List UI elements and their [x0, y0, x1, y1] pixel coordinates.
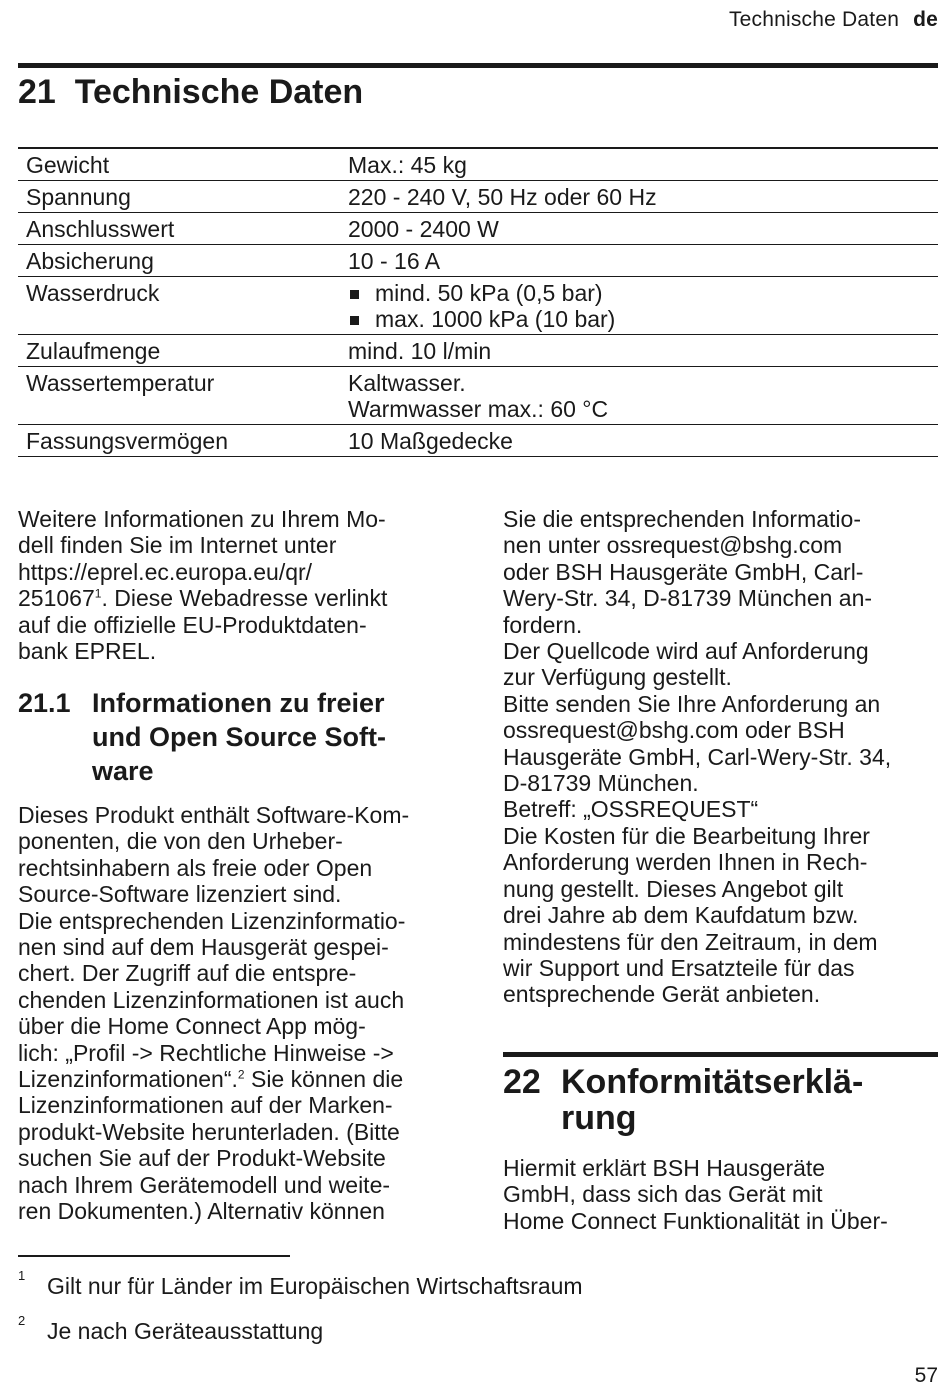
text-line: nen unter ossrequest@bshg.com	[503, 532, 843, 559]
chapter-22-heading	[503, 1064, 939, 1136]
text-line: wir Support und Ersatzteile für das	[503, 954, 855, 981]
text-line: produkt-Website herunterladen. (Bitte	[18, 1118, 400, 1145]
technical-data-table	[18, 147, 938, 457]
table-row	[18, 148, 938, 181]
footnote-rule	[18, 1255, 290, 1257]
spec-key: Wassertemperatur	[26, 370, 215, 396]
table-row	[18, 245, 938, 277]
text-line: D-81739 München.	[503, 770, 699, 797]
chapter-22-rule	[503, 1052, 938, 1057]
eprel-url: https://eprel.ec.europa.eu/qr/	[18, 558, 313, 585]
chapter-21-title: Technische Daten	[74, 73, 364, 111]
language-code: de	[913, 8, 938, 31]
text-line: über die Home Connect App mög-	[18, 1013, 366, 1040]
chapter-22-number: 22	[503, 1063, 541, 1101]
chapter-21-number: 21	[18, 73, 56, 111]
table-row	[18, 335, 938, 367]
spec-value-line: Kaltwasser.	[348, 370, 466, 396]
text-line: oder BSH Hausgeräte GmbH, Carl-	[503, 558, 864, 585]
list-item: max. 1000 kPa (10 bar)	[348, 306, 938, 332]
text-line: zur Verfügung gestellt.	[503, 664, 732, 691]
text-line	[18, 1066, 463, 1092]
text-line: ponenten, die von den Urheber-	[18, 828, 343, 855]
chapter-22-title-line: rung	[561, 1099, 637, 1137]
table-row	[18, 213, 938, 245]
spec-key: Zulaufmenge	[26, 338, 161, 364]
spec-key: Anschlusswert	[26, 216, 175, 242]
spec-key: Fassungsvermögen	[26, 428, 228, 454]
text-line: Betreff: „OSSREQUEST“	[503, 796, 759, 823]
text-line: Der Quellcode wird auf Anforderung	[503, 638, 869, 665]
text-line: ren Dokumenten.) Alternativ können	[18, 1198, 385, 1225]
spec-key: Spannung	[26, 184, 131, 210]
spec-value-line: Warmwasser max.: 60 °C	[348, 396, 609, 422]
text-fragment: Sie können die	[244, 1066, 404, 1093]
table-row	[18, 425, 938, 457]
running-head-title: Technische Daten	[728, 8, 900, 31]
water-pressure-list	[348, 280, 938, 332]
text-line: drei Jahre ab dem Kaufdatum bzw.	[503, 902, 859, 929]
spec-value: 2000 - 2400 W	[348, 216, 499, 242]
eprel-id: 251067	[18, 585, 95, 612]
text-line: auf die offizielle EU-Produktdaten-	[18, 611, 367, 638]
footnote-ref-2: 2	[237, 1067, 245, 1082]
footnote-ref-1: 1	[94, 586, 102, 601]
text-line: suchen Sie auf der Produkt-Website	[18, 1145, 386, 1172]
text-line: Die entsprechenden Lizenzinformatio-	[18, 907, 406, 934]
section-21-1-title-line: und Open Source Soft-	[92, 722, 386, 752]
spec-value: Max.: 45 kg	[348, 152, 467, 178]
section-21-1-title-line: Informationen zu freier	[92, 688, 385, 718]
spec-value	[340, 367, 938, 425]
text-line: Hausgeräte GmbH, Carl-Wery-Str. 34,	[503, 743, 892, 770]
text-line: entsprechende Gerät anbieten.	[503, 981, 821, 1008]
section-21-1-number: 21.1	[18, 688, 71, 718]
spec-value: 220 - 240 V, 50 Hz oder 60 Hz	[348, 184, 657, 210]
list-item: mind. 50 kPa (0,5 bar)	[348, 280, 938, 306]
spec-value	[340, 277, 938, 335]
footnote-text: Gilt nur für Länder im Europäischen Wirtschaftsraum	[47, 1273, 583, 1299]
section-21-1-heading	[18, 686, 463, 788]
text-fragment: Lizenzinformationen“.	[18, 1066, 238, 1093]
table-row	[18, 181, 938, 213]
text-line: mindestens für den Zeitraum, in dem	[503, 928, 878, 955]
text-line: ossrequest@bshg.com oder BSH	[503, 717, 845, 744]
chapter-22-title-line: Konformitätserklä-	[561, 1063, 864, 1101]
footnote-mark: 1	[18, 1268, 26, 1283]
text-line: Anforderung werden Ihnen in Rech-	[503, 849, 868, 876]
text-line: rechtsinhabern als freie oder Open	[18, 854, 373, 881]
spec-key: Absicherung	[26, 248, 154, 274]
footnote-text: Je nach Geräteausstattung	[47, 1318, 324, 1344]
text-line: GmbH, dass sich das Gerät mit	[503, 1181, 823, 1208]
text-line: Wery-Str. 34, D-81739 München an-	[503, 585, 873, 612]
text-line: nen sind auf dem Hausgerät gespei-	[18, 934, 389, 961]
footnote-1	[18, 1268, 583, 1300]
chapter-21-rule	[18, 63, 938, 68]
spec-value: 10 - 16 A	[348, 248, 441, 274]
text-line: Bitte senden Sie Ihre Anforderung an	[503, 690, 881, 717]
text-line: nung gestellt. Dieses Angebot gilt	[503, 875, 844, 902]
text-line: fordern.	[503, 611, 583, 638]
footnote-2	[18, 1313, 324, 1345]
section-21-1-body-left	[18, 802, 463, 1225]
text-line: lich: „Profil -> Rechtliche Hinweise ->	[18, 1039, 394, 1066]
text-line: Die Kosten für die Bearbeitung Ihrer	[503, 822, 870, 849]
page-number: 57	[914, 1364, 938, 1387]
text-line	[18, 585, 463, 611]
chapter-22-body	[503, 1155, 943, 1234]
text-line: Hiermit erklärt BSH Hausgeräte	[503, 1155, 826, 1181]
text-line: chenden Lizenzinformationen ist auch	[18, 986, 405, 1013]
text-line: Dieses Produkt enthält Software-Kom-	[18, 802, 410, 828]
footnote-mark: 2	[18, 1313, 26, 1328]
text-line: dell finden Sie im Internet unter	[18, 532, 337, 559]
spec-key: Gewicht	[26, 152, 110, 178]
eprel-info-paragraph	[18, 506, 463, 664]
spec-value: mind. 10 l/min	[348, 338, 492, 364]
table-row	[18, 277, 938, 335]
text-line: Source-Software lizenziert sind.	[18, 881, 342, 908]
text-line: Weitere Informationen zu Ihrem Mo-	[18, 506, 386, 532]
running-head	[729, 8, 938, 32]
table-row	[18, 367, 938, 425]
section-21-1-body-right	[503, 506, 943, 1008]
chapter-21-heading	[18, 74, 363, 110]
text-line: chert. Der Zugriff auf die entspre-	[18, 960, 357, 987]
text-line: bank EPREL.	[18, 638, 157, 665]
text-line: nach Ihrem Gerätemodell und weite-	[18, 1171, 391, 1198]
text-line: Sie die entsprechenden Informatio-	[503, 506, 861, 532]
text-line: Home Connect Funktionalität in Über-	[503, 1207, 888, 1234]
spec-value: 10 Maßgedecke	[348, 428, 513, 454]
spec-key: Wasserdruck	[26, 280, 160, 306]
section-21-1-title-line: ware	[92, 756, 154, 786]
text-line: Lizenzinformationen auf der Marken-	[18, 1092, 393, 1119]
text-fragment: . Diese Webadresse verlinkt	[101, 585, 388, 612]
